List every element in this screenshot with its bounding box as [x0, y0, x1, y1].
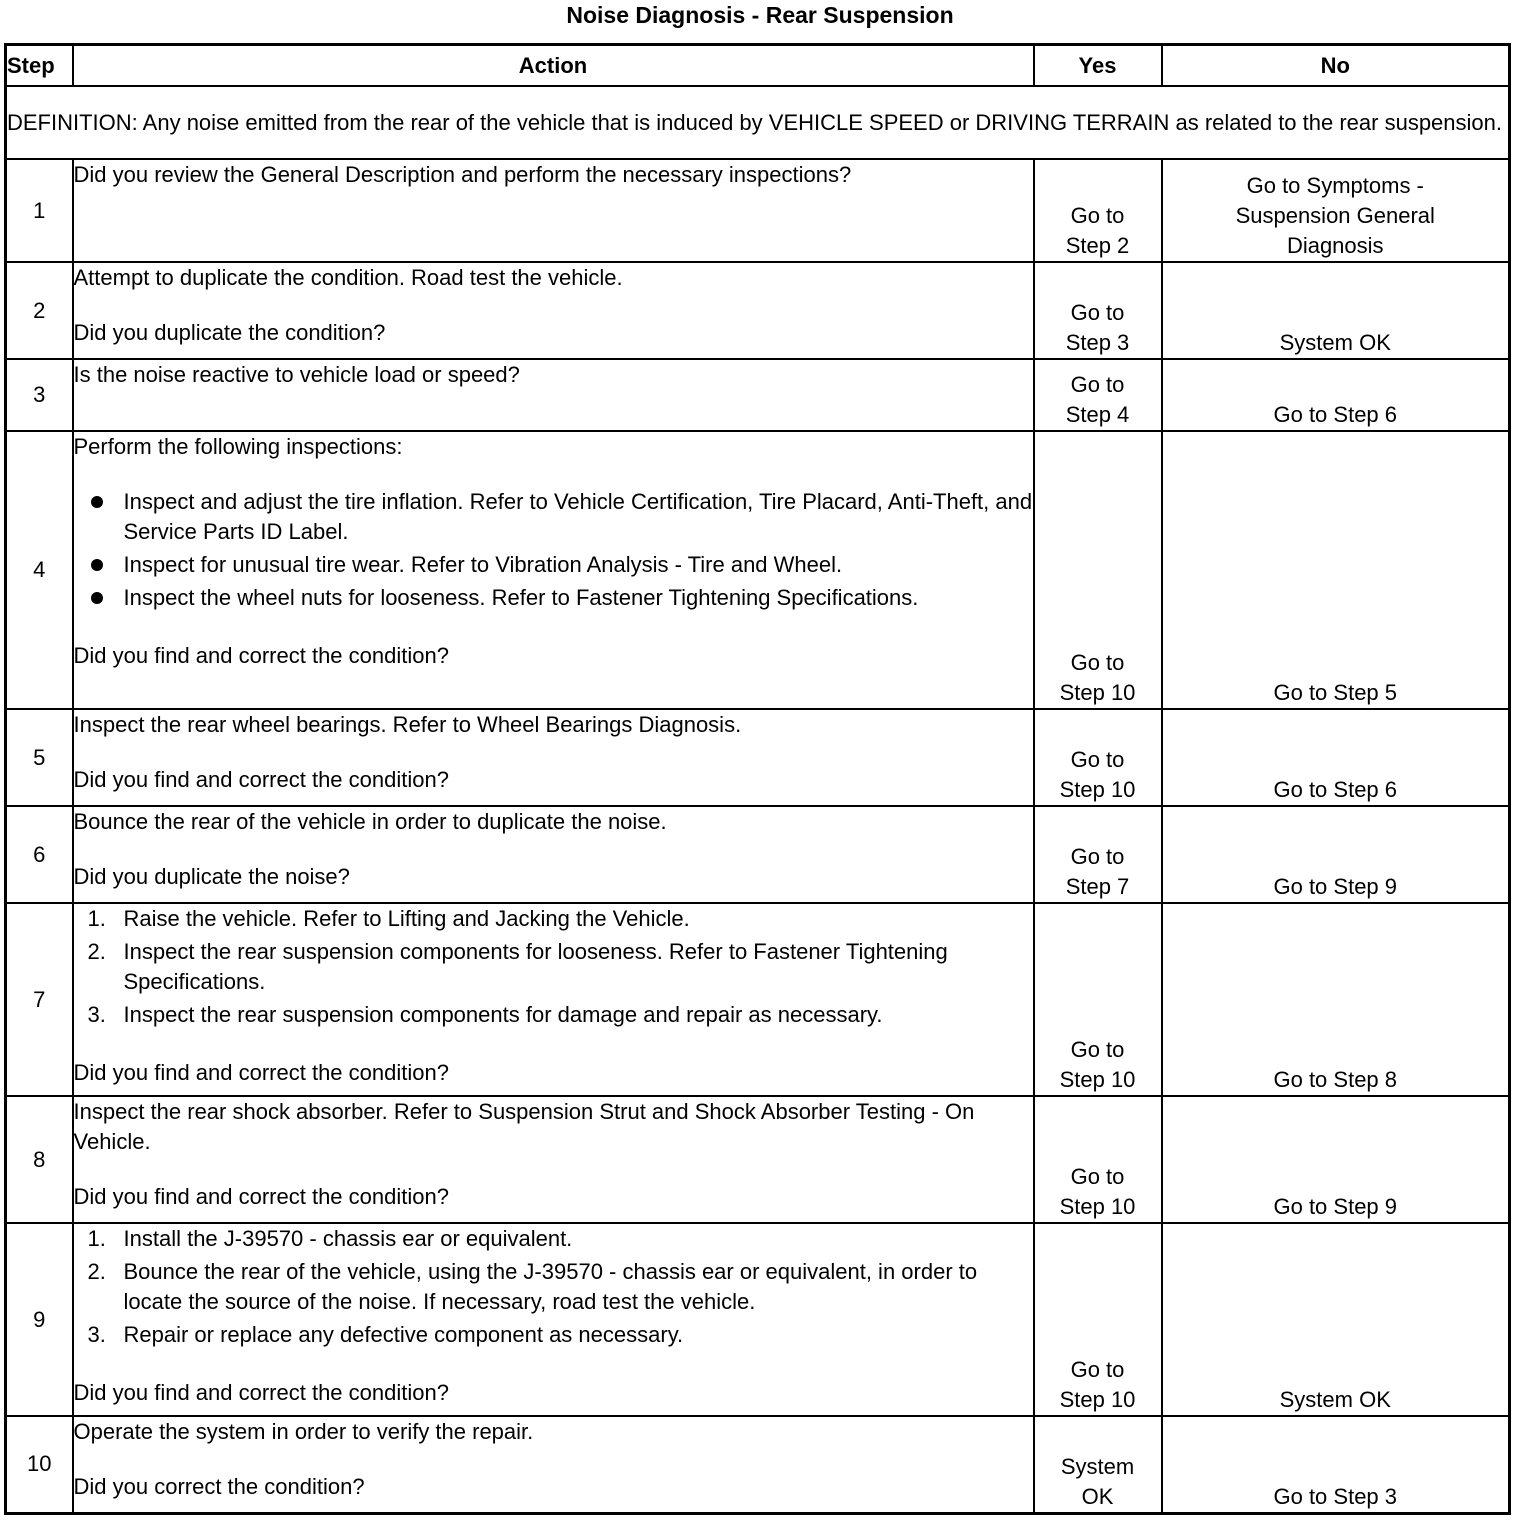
numbered-item [74, 1224, 1033, 1254]
bullet-item [74, 583, 1033, 613]
action-intro: Did you review the General Description and perform the necessary inspections? [73, 162, 852, 187]
action-intro: Operate the system in order to verify the repair. [73, 1419, 534, 1444]
yes-cell [1034, 1416, 1162, 1513]
yes-result-line: Step 3 [1065, 330, 1130, 355]
action-intro: Inspect the rear wheel bearings. Refer to Wheel Bearings Diagnosis. [73, 712, 742, 737]
numbered-text: Inspect the rear suspension components for damage and repair as necessary. [123, 1002, 883, 1027]
bullet-list [74, 487, 1033, 613]
yes-cell [1034, 709, 1162, 806]
yes-result-line: Go to [1070, 1164, 1125, 1189]
table-row [6, 431, 1510, 709]
bullet-icon [91, 592, 103, 604]
item-number: 3. [87, 1002, 106, 1027]
no-result-line: Go to Step 8 [1273, 1067, 1398, 1092]
yes-result-line: Go to [1070, 1037, 1125, 1062]
no-cell [1162, 1096, 1510, 1223]
numbered-text: Install the J-39570 - chassis ear or equivalent. [123, 1226, 573, 1251]
header-step: Step [6, 45, 73, 87]
table-row [6, 159, 1510, 262]
yes-cell [1034, 431, 1162, 709]
no-cell [1162, 709, 1510, 806]
action-question: Did you find and correct the condition? [73, 643, 449, 668]
action-cell [73, 262, 1034, 359]
step-number: 8 [6, 1096, 73, 1223]
numbered-item [74, 1000, 1033, 1030]
yes-result-line: Step 10 [1059, 777, 1136, 802]
item-number: 3. [87, 1322, 106, 1347]
step-number: 7 [6, 903, 73, 1096]
step-number: 4 [6, 431, 73, 709]
yes-result-line: Go to [1070, 747, 1125, 772]
no-cell [1162, 903, 1510, 1096]
action-cell [73, 1223, 1034, 1416]
numbered-text: Bounce the rear of the vehicle, using the J-39570 - chassis ear or equivalent, in order to locate the source of the noise. If necessary, road test the vehicle. [123, 1259, 978, 1314]
action-intro: Attempt to duplicate the condition. Road test the vehicle. [73, 265, 623, 290]
bullet-text: Inspect for unusual tire wear. Refer to Vibration Analysis - Tire and Wheel. [123, 552, 843, 577]
numbered-item [74, 1257, 1033, 1317]
yes-result-line: Step 10 [1059, 1194, 1136, 1219]
table-row [6, 806, 1510, 903]
action-question: Did you correct the condition? [73, 1474, 365, 1499]
action-intro: Perform the following inspections: [73, 434, 403, 459]
yes-result-line: Step 7 [1065, 874, 1130, 899]
numbered-item [74, 1320, 1033, 1350]
action-cell [73, 1416, 1034, 1513]
yes-result-line: Go to [1070, 300, 1125, 325]
no-result-line: Go to Step 5 [1273, 680, 1398, 705]
yes-result-line: Step 2 [1065, 233, 1130, 258]
bullet-item [74, 487, 1033, 547]
action-intro: Inspect the rear shock absorber. Refer to Suspension Strut and Shock Absorber Testing - On Vehicle. [73, 1099, 975, 1154]
yes-result-line: OK [1081, 1483, 1114, 1509]
no-result-line: System OK [1279, 1387, 1391, 1412]
action-cell [73, 709, 1034, 806]
yes-cell [1034, 359, 1162, 431]
item-number: 2. [87, 1259, 106, 1284]
item-number: 2. [87, 939, 106, 964]
step-number: 10 [6, 1416, 73, 1513]
no-cell [1162, 1223, 1510, 1416]
no-result-line: Go to Step 9 [1273, 874, 1398, 899]
action-question: Did you find and correct the condition? [73, 1060, 449, 1085]
bullet-item [74, 550, 1033, 580]
numbered-text: Repair or replace any defective component as necessary. [123, 1322, 684, 1347]
table-row [6, 1416, 1510, 1513]
page-title: Noise Diagnosis - Rear Suspension [566, 2, 954, 28]
header-row [6, 45, 1510, 87]
action-cell [73, 159, 1034, 262]
yes-cell [1034, 1096, 1162, 1223]
definition-text: DEFINITION: Any noise emitted from the rear of the vehicle that is induced by VEHICLE SPEED or DRIVING TERRAIN as related to the rear suspension. [6, 86, 1510, 159]
step-number: 6 [6, 806, 73, 903]
no-result-line: Go to Step 6 [1273, 402, 1398, 427]
yes-result-line: Go to [1070, 1357, 1125, 1382]
no-result-line: Suspension General [1235, 203, 1435, 228]
numbered-text: Inspect the rear suspension components for looseness. Refer to Fastener Tightening Specifications. [123, 939, 948, 994]
table-row [6, 1096, 1510, 1223]
no-result-line: Go to Step 9 [1273, 1194, 1398, 1219]
bullet-text: Inspect the wheel nuts for looseness. Refer to Fastener Tightening Specifications. [123, 585, 919, 610]
yes-result-line: Go to [1070, 650, 1125, 675]
no-result-line: Go to Step 6 [1273, 777, 1398, 802]
numbered-item [74, 937, 1033, 997]
table-row [6, 903, 1510, 1096]
yes-result-line: Step 10 [1059, 1067, 1136, 1092]
no-cell [1162, 431, 1510, 709]
step-number: 3 [6, 359, 73, 431]
action-question: Did you find and correct the condition? [73, 1184, 449, 1209]
action-question: Did you find and correct the condition? [73, 767, 449, 792]
no-cell [1162, 159, 1510, 262]
action-cell [73, 1096, 1034, 1223]
yes-result-line: System [1060, 1453, 1135, 1479]
step-number: 9 [6, 1223, 73, 1416]
action-cell [73, 359, 1034, 431]
yes-cell [1034, 262, 1162, 359]
step-number: 5 [6, 709, 73, 806]
header-action: Action [73, 45, 1034, 87]
item-number: 1. [87, 1226, 106, 1251]
action-cell [73, 806, 1034, 903]
action-intro: Bounce the rear of the vehicle in order to duplicate the noise. [73, 809, 667, 834]
table-row [6, 262, 1510, 359]
table-row [6, 359, 1510, 431]
yes-result-line: Step 10 [1059, 1387, 1136, 1412]
action-cell [73, 431, 1034, 709]
yes-result-line: Step 10 [1059, 680, 1136, 705]
yes-cell [1034, 1223, 1162, 1416]
numbered-item [74, 904, 1033, 934]
bullet-icon [91, 559, 103, 571]
numbered-list [74, 1224, 1033, 1350]
yes-cell [1034, 159, 1162, 262]
diagnostic-table [4, 43, 1511, 1515]
no-cell [1162, 806, 1510, 903]
action-question: Did you duplicate the condition? [73, 320, 386, 345]
header-no: No [1162, 45, 1510, 87]
no-cell [1162, 262, 1510, 359]
action-cell [73, 903, 1034, 1096]
step-number: 1 [6, 159, 73, 262]
table-row [6, 709, 1510, 806]
yes-result-line: Go to [1070, 372, 1125, 397]
bullet-text: Inspect and adjust the tire inflation. Refer to Vehicle Certification, Tire Placard, Anti-Theft, and Service Parts ID Label. [123, 489, 1033, 544]
yes-cell [1034, 806, 1162, 903]
bullet-icon [91, 496, 103, 508]
no-cell [1162, 359, 1510, 431]
no-result-line: Go to Step 3 [1273, 1483, 1398, 1509]
no-result-line: Diagnosis [1286, 233, 1384, 258]
yes-result-line: Step 4 [1065, 402, 1130, 427]
no-cell [1162, 1416, 1510, 1513]
numbered-list [74, 904, 1033, 1030]
no-result-line: Go to Symptoms - [1246, 173, 1424, 198]
action-question: Did you duplicate the noise? [73, 864, 350, 889]
action-intro: Is the noise reactive to vehicle load or speed? [73, 362, 520, 387]
no-result-line: System OK [1279, 330, 1391, 355]
table-row [6, 1223, 1510, 1416]
yes-cell [1034, 903, 1162, 1096]
numbered-text: Raise the vehicle. Refer to Lifting and Jacking the Vehicle. [123, 906, 690, 931]
action-question: Did you find and correct the condition? [73, 1380, 449, 1405]
step-number: 2 [6, 262, 73, 359]
yes-result-line: Go to [1070, 203, 1125, 228]
yes-result-line: Go to [1070, 844, 1125, 869]
header-yes: Yes [1034, 45, 1162, 87]
definition-row [6, 86, 1510, 159]
item-number: 1. [87, 906, 106, 931]
